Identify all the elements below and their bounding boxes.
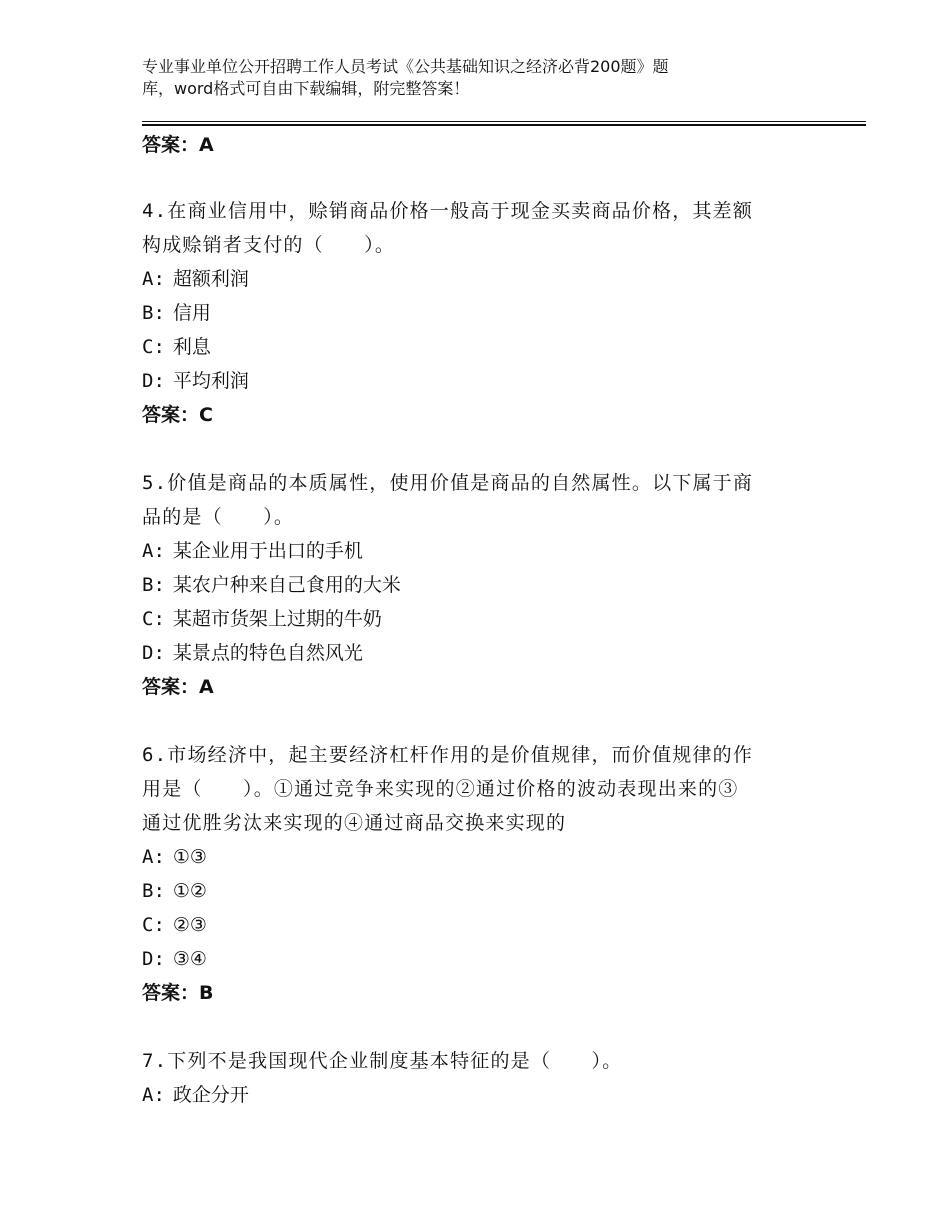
option-letter: C: (142, 914, 165, 936)
option-text: 信用 (172, 302, 211, 324)
answer: 答案：C (142, 404, 213, 426)
option-text: 超额利润 (172, 268, 249, 290)
option-letter: B: (142, 880, 165, 902)
option-text: 某企业用于出口的手机 (172, 540, 363, 562)
question-text-line: 用是（ ）。①通过竞争来实现的②通过价格的波动表现出来的③ (142, 778, 739, 800)
option-letter: C: (142, 608, 165, 630)
option-c (142, 908, 832, 942)
question-text-line: 通过优胜劣汰来实现的④通过商品交换来实现的 (142, 812, 567, 834)
option-letter: A: (142, 540, 165, 562)
header-title-line-2: 库，word格式可自由下载编辑，附完整答案！ (142, 79, 470, 98)
option-text: 平均利润 (172, 370, 249, 392)
option-letter: A: (142, 846, 165, 868)
option-a (142, 840, 832, 874)
option-letter: C: (142, 336, 165, 358)
option-text: 某超市货架上过期的牛奶 (172, 608, 382, 630)
option-a (142, 262, 832, 296)
option-a (142, 1078, 832, 1112)
question-text-line: 6.市场经济中，起主要经济杠杆作用的是价值规律，而价值规律的作 (142, 744, 754, 766)
answer: 答案：B (142, 982, 214, 1004)
question-text-line: 7.下列不是我国现代企业制度基本特征的是（ ）。 (142, 1050, 623, 1072)
option-d (142, 942, 832, 976)
question-4 (142, 194, 832, 432)
question-text (142, 194, 832, 262)
option-letter: D: (142, 642, 165, 664)
question-6 (142, 738, 832, 1010)
question-text-line: 4.在商业信用中，赊销商品价格一般高于现金买卖商品价格，其差额 (142, 200, 754, 222)
option-text: 某农户种来自己食用的大米 (172, 574, 401, 596)
option-text: 利息 (172, 336, 211, 358)
option-text: ②③ (172, 914, 207, 936)
option-letter: A: (142, 1084, 165, 1106)
option-letter: A: (142, 268, 165, 290)
previous-question-answer: 答案：A (142, 134, 214, 156)
question-text (142, 466, 832, 534)
question-text-line: 构成赊销者支付的（ ）。 (142, 234, 396, 256)
option-c (142, 330, 832, 364)
option-text: 某景点的特色自然风光 (172, 642, 363, 664)
answer: 答案：A (142, 676, 214, 698)
option-d (142, 636, 832, 670)
option-b (142, 874, 832, 908)
option-letter: D: (142, 948, 165, 970)
document-header (142, 56, 782, 100)
option-letter: B: (142, 574, 165, 596)
question-7 (142, 1044, 832, 1112)
option-c (142, 602, 832, 636)
question-text (142, 1044, 832, 1078)
header-title-line-1: 专业事业单位公开招聘工作人员考试《公共基础知识之经济必背200题》题 (142, 57, 669, 76)
question-text-line: 5.价值是商品的本质属性，使用价值是商品的自然属性。以下属于商 (142, 472, 754, 494)
option-b (142, 568, 832, 602)
question-text (142, 738, 832, 840)
option-d (142, 364, 832, 398)
option-text: ①② (172, 880, 207, 902)
option-b (142, 296, 832, 330)
option-text: 政企分开 (172, 1084, 249, 1106)
option-letter: B: (142, 302, 165, 324)
option-a (142, 534, 832, 568)
question-text-line: 品的是（ ）。 (142, 506, 295, 528)
option-text: ③④ (172, 948, 207, 970)
document-body (142, 128, 832, 1112)
header-divider (142, 121, 866, 126)
question-5 (142, 466, 832, 704)
option-text: ①③ (172, 846, 207, 868)
option-letter: D: (142, 370, 165, 392)
